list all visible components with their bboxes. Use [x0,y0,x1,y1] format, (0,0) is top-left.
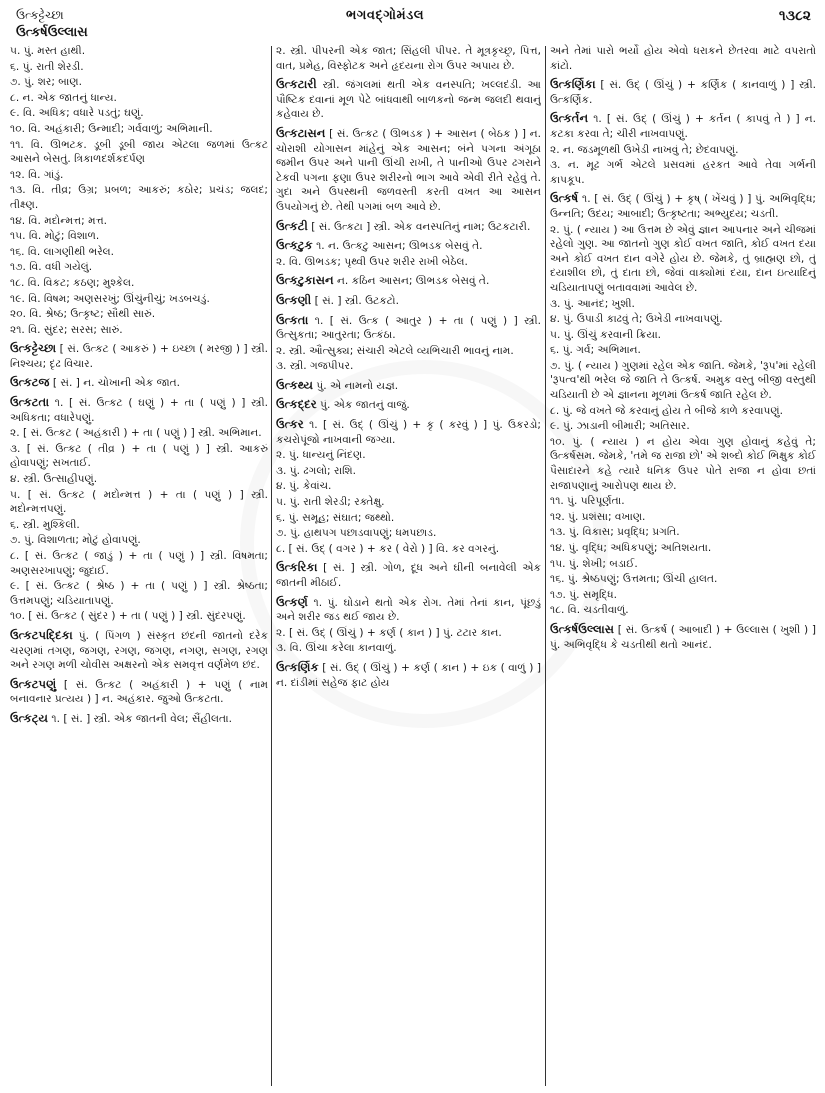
headword: ઉત્કર્ષઉલ્લાસ [550,621,615,636]
sense-line: ૧૫. પું. શેખી; બડાઈ. [550,557,638,570]
headword: ઉત્કથ્ય [276,377,313,392]
sense-line: ૨૦. વિ. શ્રેષ્ઠ; ઉત્કૃષ્ટ; સૌથી સારું. [10,308,156,321]
sense-line: ૧૮. વિ. વિકટ; કઠણ; મુશ્કેલ. [10,276,135,289]
sense-line: ૪. સ્ત્રી. ઉત્સાહીપણું. [10,473,98,486]
headword: ઉત્કતા [276,312,309,327]
sense-line: ૧૨. વિ. ગાંડું. [10,168,64,181]
dictionary-entry: ઉત્કતા ૧. [ સં. ઉત્ક ( આતુર ) + તા ( પણું ) ] સ્ત્રી. ઉત્સુકતા; આતુરતા; ઉત્કંઠા. [276,312,541,342]
headword: ઉત્કર્ષ [550,191,579,206]
headword: ઉત્કટપણું [10,676,57,691]
sense-line: ૧૭. વિ. વધી ગયેલું. [10,261,93,274]
column-1 [10,44,268,1088]
sense-line: ૧૯. વિ. વિષમ; અણસરખું; ઊંચુંનીચું; ખડબચડું. [10,292,210,305]
sense-line: ૬. પું. સમૂહ; સંઘાત; જથ્થો. [276,511,395,524]
sense-line: ૧૩. પું. વિકાસ; પ્રવૃદ્ધિ; પ્રગતિ. [550,526,680,539]
sense-line: ૧૪. વિ. મદોન્મત્ત; મત્ત. [10,214,108,227]
dictionary-entry: ઉત્કટાસન [ સં. ઉત્કટ ( ઊભડક ) + આસન ( બેઠક ) ] ન. ચોરાશી યોગાસન માંહેનું એક આસન; બંને પગના અંગૂઠા જમીન ઉપર અને પાની ઊંચી રાખી, તે પાનીઓ ઉપર ઢગરાને ટેકવી પગના ફણા ઉપર શરીરનો ભાગ આવે એવી રીતે રહેવું તે. ગુદા અને ઉપસ્થની જળવસ્તી કરતી વખત આ આસન ઉપયોગનું છે. તેથી પગમાં બળ આવે છે. [276,125,541,213]
dictionary-entry: ઉત્કટપણું [ સં. ઉત્કટ ( અહંકારી ) + પણું ( નામ બનાવનાર પ્રત્યય ) ] ન. અહંકાર. જુઓ ઉત્કટતા. [10,676,268,706]
sense-line: ૨. પું. ધાન્યનું નિંદણ. [276,449,366,462]
sense-line: ૨. વિ. ઊભડક; પૃથ્વી ઉપર શરીર રાખી બેઠેલ. [276,255,468,268]
dictionary-entry: ઉત્કર્ણ ૧. પું. ઘોડાને થતો એક રોગ. તેમાં તેનાં કાન, પૂંછડું અને શરીર જડ થઈ જાય છે. [276,594,541,624]
sense-line: ૭. પું. ( ન્યાય ) ગુણમાં રહેલ એક જાતિ. જેમકે, 'રૂપ'માં રહેલી 'રૂપત્વ'થી ભરેલ જે જાતિ તે ઉત્કર્ષ. અમુક વસ્તુ બીજી વસ્તુથી ચડિયાતી છે એ જ્ઞાનના મૂળમાં ઉત્કર્ષ જાતિ રહેલ છે. [550,359,816,402]
headword: ઉત્કણી [276,292,312,307]
headword: ઉત્કટુક [276,238,313,253]
column-divider [271,46,272,1086]
headword: ઉત્કટપદ્દિકા [10,627,73,642]
sense-line: ૨૧. વિ. સુંદર; સરસ; સારું. [10,323,123,336]
sense-line: ૩. વિ. ઊંચા કરેલા કાનવાળું. [276,642,397,655]
dictionary-entry: ઉત્કથ્ય પું. એ નામનો યજ્ઞ. [276,377,399,392]
headword: ઉત્કટજ [10,375,50,390]
column-divider [545,46,546,1086]
sense-line: ૧૫. વિ. મોટું; વિશાળ. [10,230,100,243]
sense-line: અને તેમાં પારો ભર્યો હોય એવો ધરાકને છેતરવા માટે વપરાતો કાંટો. [550,45,816,72]
sense-line: ૩. પું. ઢગલો; રાશિ. [276,464,356,477]
headword: ઉત્કર્ણિક [276,659,319,674]
sense-line: ૪. પું. ઉપાડી કાઢવું તે; ઉખેડી નાખવાપણું. [550,313,723,326]
sense-line: ૬. સ્ત્રી. મુશ્કિલી. [10,518,80,531]
sense-line: ૮. [ સં. ઉત્કટ ( જાડું ) + તા ( પણું ) ] સ્ત્રી. વિષમતા; અણસરખાપણું; જુદાઈ. [10,550,268,577]
headword: ઉત્કદ્દર [276,397,317,412]
sense-line: ૬. પું. ગર્વ; અભિમાન. [550,344,641,357]
dictionary-entry: ઉત્કટ્ટેચ્છા [ સં. ઉત્કટ ( આકરું ) + ઇચ્છા ( મરજી ) ] સ્ત્રી. નિશ્ચય; દૃઢ વિચાર. [10,341,268,370]
sense-line: ૧૦. પું. ( ન્યાય ) ન હોય એવા ગુણ હોવાનું કહેવું તે; ઉત્કર્ષસમ. જેમકે, 'તમે જ રાજા છો' એ શબ્દો કોઈ ભિક્ષુક કોઈ પૈસાદારને કહે ત્યારે ધનિક ઉપર પોતે રાજા ન હોવા છતાં રાજાપણાનું આરોપણ થાય છે. [550,435,816,492]
sense-line: ૨. સ્ત્રી. પીપરની એક જાત; સિંહલી પીપર. તે મૂત્રકૃચ્છ્ર, પિત્ત, વાત, પ્રમેહ, વિસ્ફોટક અને હૃદયના રોગ ઉપર અપાય છે. [276,45,541,72]
dictionary-entry: ઉત્કર્ષ ૧. [ સં. ઉદ્ ( ઊંચું ) + કૃષ્ ( ખેંચવું ) ] પું. અભિવૃદ્ધિ; ઉન્નતિ; ઉદય; આબાદી; ઉત્કૃષ્ટતા; અભ્યુદય; ચડતી. [550,191,816,220]
guide-word-first: ઉત્કટ્ટેચ્છા [16,8,64,22]
sense-line: ૮. પું. જે વખતે જે કરવાનું હોય તે બીજે કાળે કરવાપણું. [550,404,783,417]
headword: ઉત્કર [276,417,304,432]
sense-line: ૨. [ સં. ઉદ્ ( ઊંચું ) + કર્ણ ( કાન ) ] પું. ટટાર કાન. [276,626,502,639]
sense-line: ૧૧. પું. પરિપૂર્ણતા. [550,495,625,508]
dictionary-entry: ઉત્કર ૧. [ સં. ઉદ્ ( ઊંચું ) + કૃ ( કરવું ) ] પું. ઉકરડો; કચરોપૂંજો નાખવાની જગ્યા. [276,417,541,446]
column-3 [550,44,816,1088]
guide-word-last: ઉત્કર્ષઉલ્લાસ [16,25,88,40]
sense-line: ૮. ન. એક જાતનું ધાન્ય. [10,91,117,104]
headword: ઉત્કટુકાસન [276,273,334,288]
page-header [16,4,811,44]
sense-line: ૭. પું. શર; બાણ. [10,76,82,89]
dictionary-entry: ઉત્કદ્દર પું. એક જાતનું વાજું. [276,397,410,412]
dictionary-entry: ઉત્કર્ણિકા [ સં. ઉદ્ ( ઊંચું ) + કર્ણિક ( કાનવાળું ) ] સ્ત્રી. ઉત્કર્ણિક. [550,77,816,106]
headword: ઉત્કટતા [10,395,50,410]
sense-line: ૫. [ સં. ઉત્કટ ( મદોન્મત્ત ) + તા ( પણું ) ] સ્ત્રી. મદોન્મત્તપણું. [10,488,268,516]
guide-words [16,6,88,42]
sense-line: ૧૭. પું. સમૃદ્ધિ. [550,588,617,601]
dictionary-entry: ઉત્કરિકા [ સં. ] સ્ત્રી. ગોળ, દૂધ અને ઘીની બનાવેલી એક જાતની મીઠાઈ. [276,560,541,589]
headword: ઉત્કટારી [276,77,317,92]
sense-line: ૨. ન. જડમૂળથી ઉખેડી નાખવું તે; છેદવાપણું. [550,143,739,156]
sense-line: ૮. [ સં. ઉદ્ ( વગર ) + કર ( વેરો ) ] વિ. કર વગરનું. [276,542,500,555]
sense-line: ૯. [ સં. ઉત્કટ ( શ્રેષ્ઠ ) + તા ( પણું ) ] સ્ત્રી. શ્રેષ્ઠતા; ઉત્તમપણું; ચડિયાતાપણું. [10,580,268,607]
headword: ઉત્કરિકા [276,560,318,575]
dictionary-entry: ઉત્કટ્ય ૧. [ સં. ] સ્ત્રી. એક જાતની વેલ; સૈંહીલતા. [10,710,232,725]
sense-line: ૧૦. [ સં. ઉત્કટ ( સુંદર ) + તા ( પણું ) ] સ્ત્રી. સુંદરપણું. [10,610,246,623]
headword: ઉત્કટાસન [276,125,326,140]
dictionary-entry: ઉત્કટતા ૧. [ સં. ઉત્કટ ( ઘણું ) + તા ( પણું ) ] સ્ત્રી. અધિકતા; વધારેપણું. [10,395,268,424]
sense-line: ૧૩. વિ. તીવ્ર; ઉગ્ર; પ્રબળ; આકરું; કઠોર; પ્રચંડ; જલદ; તીક્ષ્ણ. [10,184,268,211]
headword: ઉત્કટી [276,218,308,233]
sense-line: ૫. પું. રાતી શેરડી; રક્તેક્ષુ. [276,496,385,509]
sense-line: ૩. સ્ત્રી. ગજપીપર. [276,360,354,373]
sense-line: ૪. પું. કેવાંચ. [276,480,332,493]
sense-line: ૧૮. વિ. ચડતીવાળું. [550,604,629,617]
sense-line: ૫. પું. મસ્ત હાથી. [10,45,86,57]
headword: ઉત્કર્તન [550,111,589,126]
page-number: ૧૩૮૨ [778,8,811,24]
column-2 [276,44,541,1088]
sense-line: ૨. [ સં. ઉત્કટ ( અહંકારી ) + તા ( પણું ) ] સ્ત્રી. અભિમાન. [10,427,262,440]
sense-line: ૧૬. પું. શ્રેષ્ઠપણું; ઉત્તમતા; ઊંચી હાલત. [550,573,718,586]
dictionary-entry: ઉત્કટુકાસન ન. કઠિન આસન; ઊભડક બેસવું તે. [276,273,490,288]
page-title: ભગવદ્ગોમંડલ [346,8,425,23]
sense-line: ૩. ન. મૂઢ ગર્ભ એટલે પ્રસવમાં હરકત આવે તેવા ગર્ભની કાપકૂપ. [550,159,816,186]
dictionary-entry: ઉત્કટારી સ્ત્રી. જંગલમાં થતી એક વનસ્પતિ; ખલ્લદંડી. આ પૌષ્ટિક દવાનાં મૂળ પેટે બાંધવાથી બાળકનો જન્મ જલદી થવાનું કહેવાય છે. [276,77,541,121]
sense-line: ૭. પું. હાથપગ પછાડવાપણું; ધમપછાડ. [276,527,437,540]
sense-line: ૭. પું. વિશાળતા; મોટું હોવાપણું. [10,534,141,547]
dictionary-entry: ઉત્કર્ણિક [ સં. ઉદ્ ( ઊંચું ) + કર્ણ ( કાન ) + ઇક ( વાળું ) ] ન. દાંડીમાં સહેજ ફાટ હોય [276,659,541,689]
headword: ઉત્કર્ણ [276,594,308,609]
sense-line: ૧૧. વિ. ઊભટક. ડૂબી ડૂબી જાય એટલા જળમાં ઉત્કટ આસને બેસતું. ત્રિકાળદર્શકદર્પણ [10,138,268,166]
dictionary-entry: ઉત્કટુક ૧. ન. ઉત્કટુ આસન; ઊભડક બેસવું તે. [276,238,483,253]
sense-line: ૩. પું. આનંદ; ખુશી. [550,297,635,310]
dictionary-entry: ઉત્કર્તન ૧. [ સં. ઉદ્ ( ઊંચું ) + કર્તન ( કાપવું તે ) ] ન. કટકા કરવા તે; ચીરી નાખવાપણું. [550,111,816,140]
sense-line: ૫. પું. ઊંચું કરવાની ક્રિયા. [550,328,662,341]
sense-line: ૨. પું. ( ન્યાય ) આ ઉત્તમ છે એવું જ્ઞાન આપનાર અને ચીજમાં રહેલો ગુણ. આ જાતનો ગુણ કોઈ વખત જાતિ, કોઈ વખત દયા અને કોઈ વખત દાન વગેરે હોય છે. જેમકે, તું બ્રાહ્મણ છો, તું દયાશીલ છો, તું દાતા છો, જેવાં વાક્યોમાં દયા, દાન ઇત્યાદિનું ચડિયાતાપણું બતાવવામાં આવેલ છે. [550,223,816,294]
dictionary-entry: ઉત્કટી [ સં. ઉત્કટા ] સ્ત્રી. એક વનસ્પતિનું નામ; ઉટકટારી. [276,218,531,233]
sense-line: ૧૨. પું. પ્રશંસા; વખાણ. [550,510,646,523]
dictionary-entry: ઉત્કણી [ સં. ] સ્ત્રી. ઉટકટો. [276,292,399,307]
sense-line: ૯. વિ. અધિક; વધારે પડતું; ઘણું. [10,107,144,120]
sense-line: ૩. [ સં. ઉત્કટ ( તીવ્ર ) + તા ( પણું ) ] સ્ત્રી. આકરું હોવાપણું; સખતાઈ. [10,442,268,470]
sense-line: ૧૦. વિ. અહંકારી; ઉન્માદી; ગર્વવાળું; અભિમાની. [10,122,213,135]
sense-line: ૧૬. વિ. લાગણીથી ભરેલ. [10,245,115,258]
dictionary-entry: ઉત્કટપદ્દિકા પું. ( પિંગળ ) સંસ્કૃત છંદની જાતનો દરેક ચરણમાં તગણ, જગણ, રગણ, જગણ, નગણ, સગણ, રગણ અને રગણ મળી ચોવીસ અક્ષરનો એક સમવૃત્ત વર્ણમેળ છંદ. [10,627,268,672]
headword: ઉત્કર્ણિકા [550,77,596,92]
headword: ઉત્કટ્ય [10,710,49,725]
dictionary-entry: ઉત્કટજ [ સં. ] ન. ચોખાની એક જાત. [10,375,181,390]
sense-line: ૯. પું. ઝાડાની બીમારી; અતિસાર. [550,420,690,433]
dictionary-entry: ઉત્કર્ષઉલ્લાસ [ સં. ઉત્કર્ષ ( આબાદી ) + ઉલ્લાસ ( ખુશી ) ] પું. અભિવૃદ્ધિ કે ચડતીથી થતો આનંદ. [550,621,816,651]
sense-line: ૬. પું. રાતી શેરડી. [10,60,84,73]
sense-line: ૧૪. પું. વૃદ્ધિ; અધિકપણું; અતિશયતા. [550,542,712,554]
headword: ઉત્કટ્ટેચ્છા [10,341,57,356]
sense-line: ૨. સ્ત્રી. ઔત્સુક્ય; સંચારી એટલે વ્યભિચારી ભાવનું નામ. [276,344,514,357]
